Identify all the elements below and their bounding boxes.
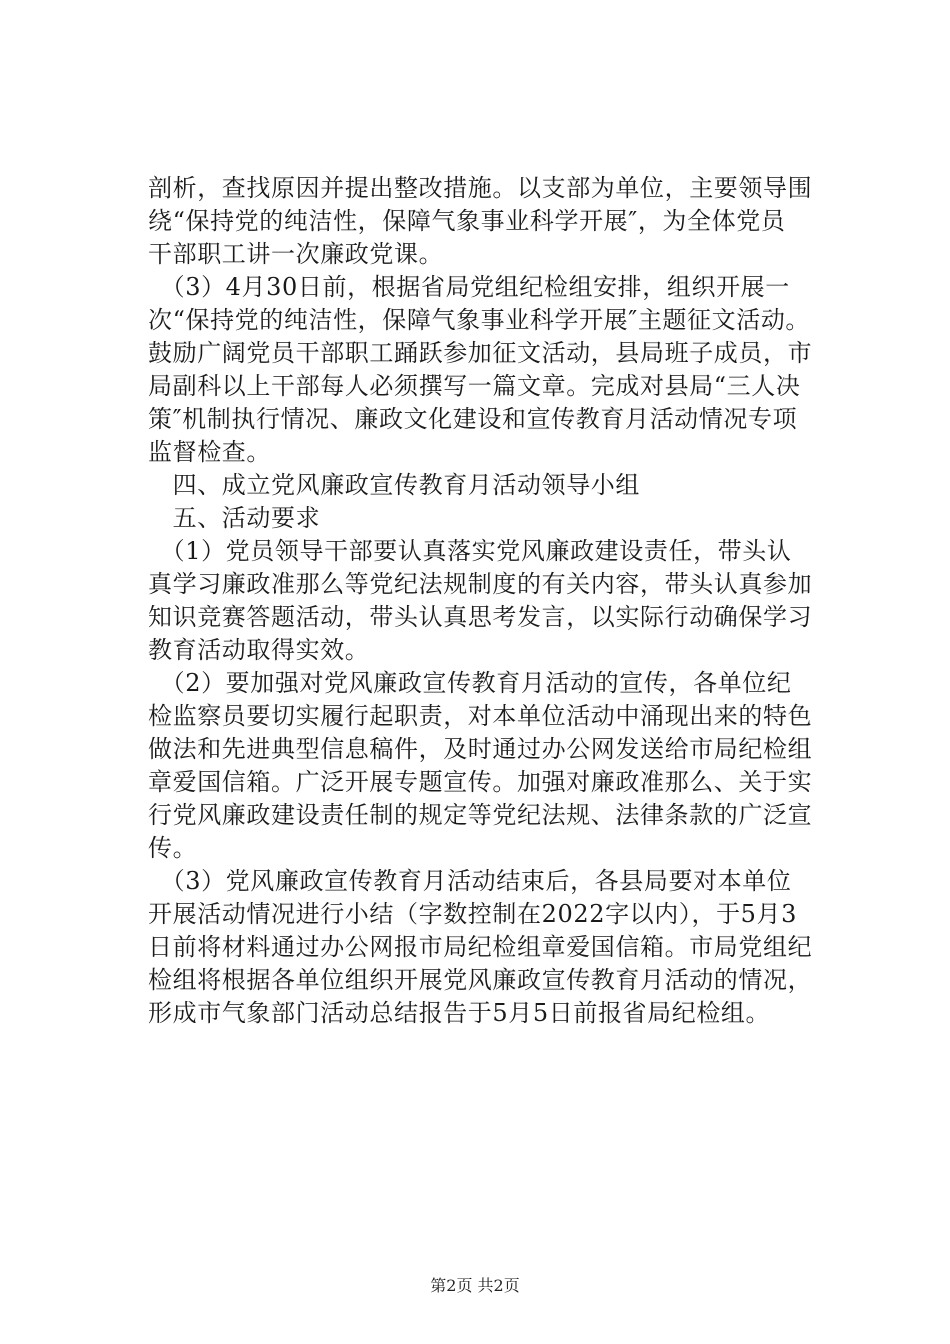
text-line: 真学习廉政准那么等党纪法规制度的有关内容，带头认真参加 (148, 570, 813, 598)
text-line: 日前将材料通过办公网报市局纪检组章爱国信箱。市局党组纪 (148, 933, 813, 961)
text-line: 局副科以上干部每人必须撰写一篇文章。完成对县局“三人决 (148, 372, 801, 400)
page-number-footer: 第2页 共2页 (430, 1276, 520, 1295)
text-line: 传。 (148, 834, 198, 862)
text-line: 知识竞赛答题活动，带头认真思考发言，以实际行动确保学习 (148, 603, 813, 631)
text-line: （1）党员领导干部要认真落实党风廉政建设责任，带头认 (148, 537, 792, 565)
text-line: （3）4月30日前，根据省局党组纪检组安排，组织开展一 (148, 273, 790, 301)
text-line: （2）要加强对党风廉政宣传教育月活动的宣传，各单位纪 (148, 669, 792, 697)
text-line: 鼓励广阔党员干部职工踊跃参加征文活动，县局班子成员，市 (148, 339, 813, 367)
text-line: 行党风廉政建设责任制的规定等党纪法规、法律条款的广泛宣 (148, 801, 813, 829)
text-line: 策″机制执行情况、廉政文化建设和宣传教育月活动情况专项 (148, 405, 798, 433)
text-line: 形成市气象部门活动总结报告于5月5日前报省局纪检组。 (148, 999, 771, 1027)
text-line: 开展活动情况进行小结（字数控制在2022字以内），于5月3 (148, 900, 798, 928)
text-line: 检组将根据各单位组织开展党风廉政宣传教育月活动的情况， (148, 966, 813, 994)
section-heading: 五、活动要求 (148, 504, 321, 532)
text-line: 章爱国信箱。广泛开展专题宣传。加强对廉政准那么、关于实 (148, 768, 813, 796)
text-line: 次“保持党的纯洁性，保障气象事业科学开展″主题征文活动。 (148, 306, 811, 334)
text-line: 做法和先进典型信息稿件，及时通过办公网发送给市局纪检组 (148, 735, 813, 763)
text-line: 检监察员要切实履行起职责，对本单位活动中涌现出来的特色 (148, 702, 813, 730)
text-line: （3）党风廉政宣传教育月活动结束后，各县局要对本单位 (148, 867, 792, 895)
section-heading: 四、成立党风廉政宣传教育月活动领导小组 (148, 471, 640, 499)
text-line: 监督检查。 (148, 438, 271, 466)
text-line: 剖析，查找原因并提出整改措施。以支部为单位，主要领导围 (148, 174, 813, 202)
text-line: 教育活动取得实效。 (148, 636, 370, 664)
document-body (148, 172, 838, 1030)
text-line: 干部职工讲一次廉政党课。 (148, 240, 444, 268)
text-line: 绕“保持党的纯洁性，保障气象事业科学开展″，为全体党员 (148, 207, 786, 235)
